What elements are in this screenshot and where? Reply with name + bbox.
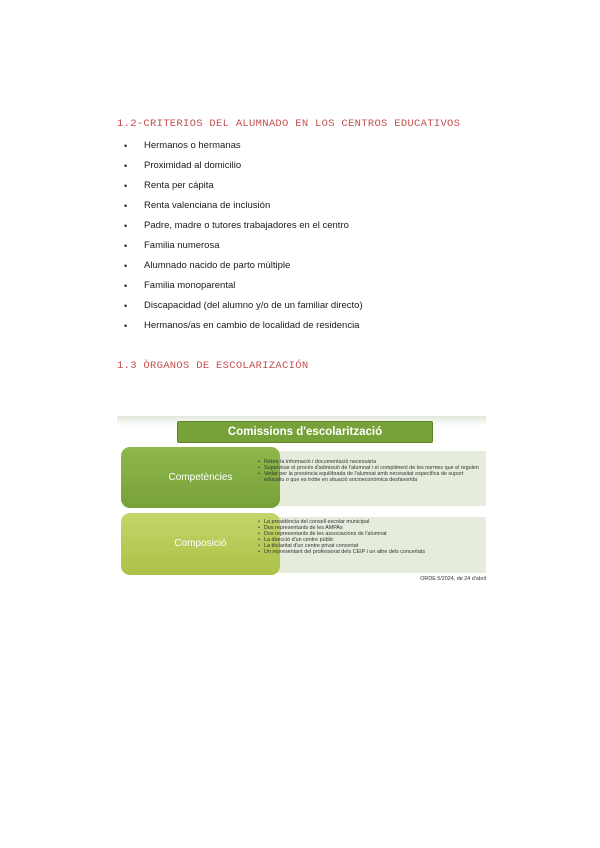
competencies-box: Competències bbox=[121, 447, 280, 508]
criteria-item-label: Proximidad al domicilio bbox=[144, 160, 242, 171]
bullet-icon: • bbox=[124, 201, 128, 211]
bullet-icon: • bbox=[124, 181, 128, 191]
bullet-icon: • bbox=[258, 531, 260, 537]
criteria-item-label: Familia monoparental bbox=[144, 280, 236, 291]
commissions-slide bbox=[117, 416, 486, 592]
bullet-icon: • bbox=[258, 471, 260, 477]
bullet-icon: • bbox=[258, 525, 260, 531]
criteria-list bbox=[122, 139, 363, 339]
list-item bbox=[122, 199, 363, 219]
composition-list bbox=[258, 519, 482, 555]
competencies-list bbox=[258, 459, 482, 483]
criteria-item-label: Hermanos/as en cambio de localidad de residencia bbox=[144, 320, 360, 331]
section-heading-organs: 1.3 ÒRGANOS DE ESCOLARIZACIÓN bbox=[117, 360, 309, 372]
bullet-icon: • bbox=[258, 549, 260, 555]
section-heading-criteria: 1.2-CRITERIOS DEL ALUMNADO EN LOS CENTROS EDUCATIVOS bbox=[117, 118, 461, 130]
composition-text: Un representant del professorat dels CEIP i un altre dels concertats bbox=[264, 549, 426, 555]
source-citation: ORDE 5/2024, de 24 d'abril bbox=[420, 576, 486, 582]
composition-box: Composició bbox=[121, 513, 280, 575]
bullet-icon: • bbox=[124, 141, 128, 151]
list-item bbox=[122, 299, 363, 319]
bullet-icon: • bbox=[124, 261, 128, 271]
bullet-icon: • bbox=[258, 465, 260, 471]
criteria-item-label: Discapacidad (del alumno y/o de un familiar directo) bbox=[144, 300, 363, 311]
list-item bbox=[122, 219, 363, 239]
criteria-item-label: Renta per cápita bbox=[144, 180, 214, 191]
composition-text: La direcció d'un centre públic bbox=[264, 537, 334, 543]
bullet-icon: • bbox=[124, 241, 128, 251]
list-item bbox=[122, 319, 363, 339]
bullet-icon: • bbox=[258, 519, 260, 525]
composition-text: La titularitat d'un centre privat concertat bbox=[264, 543, 359, 549]
bullet-icon: • bbox=[124, 301, 128, 311]
criteria-item-label: Padre, madre o tutores trabajadores en el centro bbox=[144, 220, 349, 231]
bullet-icon: • bbox=[258, 459, 260, 465]
list-item bbox=[122, 179, 363, 199]
list-item bbox=[122, 259, 363, 279]
competency-text: Supervisar el procés d'admissió de l'alumnat i el compliment de les normes que el regulen bbox=[264, 465, 479, 471]
bullet-icon: • bbox=[258, 543, 260, 549]
competency-text: Rebre la informació i documentació necessària bbox=[264, 459, 377, 465]
list-item bbox=[122, 279, 363, 299]
composition-text: Dos representants de les associacions de l'alumnat bbox=[264, 531, 387, 537]
composition-text: Dos representants de les AMPAs bbox=[264, 525, 343, 531]
criteria-item-label: Alumnado nacido de parto múltiple bbox=[144, 260, 291, 271]
competency-text: Vetlar per la presència equilibrada de l'alumnat amb necessitat específica de suport educatiu o que es trobe en situació socioeconòmica desfavorida bbox=[264, 471, 464, 483]
list-item bbox=[258, 471, 482, 483]
list-item bbox=[258, 549, 482, 555]
list-item bbox=[122, 159, 363, 179]
bullet-icon: • bbox=[124, 161, 128, 171]
composition-text: La presidència del consell escolar municipal bbox=[264, 519, 370, 525]
bullet-icon: • bbox=[124, 221, 128, 231]
list-item bbox=[122, 139, 363, 159]
list-item bbox=[122, 239, 363, 259]
bullet-icon: • bbox=[124, 281, 128, 291]
criteria-item-label: Familia numerosa bbox=[144, 240, 220, 251]
slide-title: Comissions d'escolarització bbox=[177, 421, 433, 443]
bullet-icon: • bbox=[124, 321, 128, 331]
bullet-icon: • bbox=[258, 537, 260, 543]
criteria-item-label: Renta valenciana de inclusión bbox=[144, 200, 271, 211]
criteria-item-label: Hermanos o hermanas bbox=[144, 140, 241, 151]
